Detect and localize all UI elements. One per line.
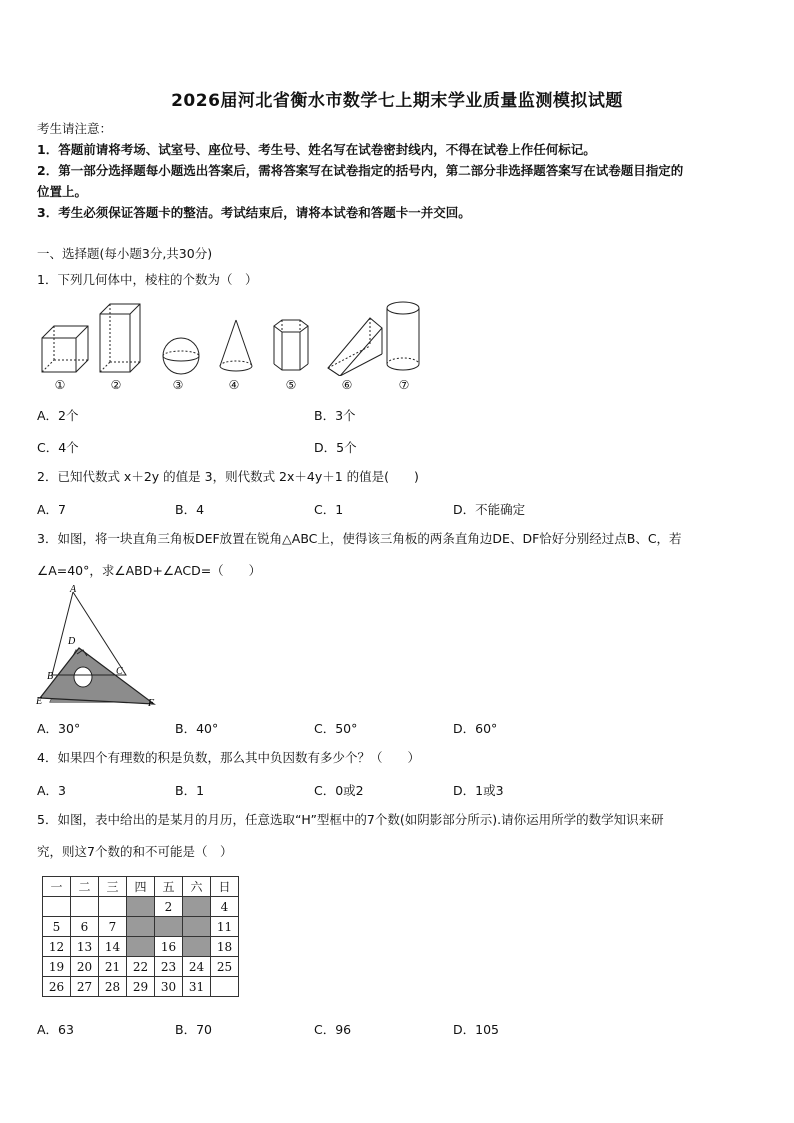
calendar-cell-shaded [183, 937, 211, 957]
q1-option-a[interactable]: A．2个 [37, 408, 79, 423]
shape-label-1: ① [54, 378, 66, 392]
calendar-header-cell: 六 [183, 877, 211, 897]
q2-option-d[interactable]: D．不能确定 [453, 502, 526, 517]
label-e: E [36, 696, 43, 707]
calendar-cell: 20 [71, 957, 99, 977]
calendar-cell: 7 [99, 917, 127, 937]
q3-stem-line2: ∠A=40°，求∠ABD+∠ACD=（ ） [37, 563, 262, 578]
notice-item-2-cont: 位置上。 [37, 184, 88, 199]
shape-label-2: ② [110, 378, 122, 392]
calendar-table [42, 876, 239, 997]
calendar-cell-shaded [183, 917, 211, 937]
calendar-cell: 21 [99, 957, 127, 977]
calendar-row [43, 897, 239, 917]
calendar-cell: 12 [43, 937, 71, 957]
q1-option-d[interactable]: D．5个 [314, 440, 357, 455]
calendar-cell-shaded [183, 897, 211, 917]
calendar-cell: 11 [211, 917, 239, 937]
label-b: B [47, 671, 54, 682]
calendar-cell: 24 [183, 957, 211, 977]
calendar-cell: 2 [155, 897, 183, 917]
q4-stem: 4．如果四个有理数的积是负数，那么其中负因数有多少个？（ ） [37, 750, 420, 765]
calendar-cell [43, 897, 71, 917]
q5-option-a[interactable]: A．63 [37, 1022, 74, 1037]
q3-option-c[interactable]: C．50° [314, 721, 358, 736]
calendar-cell-shaded [127, 937, 155, 957]
calendar-cell: 29 [127, 977, 155, 997]
calendar-cell [211, 977, 239, 997]
calendar-cell [71, 897, 99, 917]
calendar-header-cell: 四 [127, 877, 155, 897]
label-f: F [148, 698, 155, 709]
q5-stem-line2: 究，则这7个数的和不可能是（ ） [37, 844, 233, 859]
calendar-cell: 19 [43, 957, 71, 977]
hexagonal-prism-shape [274, 320, 308, 370]
page-title: 2026届河北省衡水市数学七上期末学业质量监测模拟试题 [171, 91, 623, 111]
shape-label-7: ⑦ [398, 378, 410, 392]
calendar-header-cell: 日 [211, 877, 239, 897]
q3-option-a[interactable]: A．30° [37, 721, 81, 736]
calendar-cell: 6 [71, 917, 99, 937]
q1-option-c[interactable]: C．4个 [37, 440, 79, 455]
cuboid-shape [100, 304, 140, 372]
notice-item-2: 2．第一部分选择题每小题选出答案后，需将答案写在试卷指定的括号内，第二部分非选择题答案写在试卷题目指定的 [37, 163, 684, 178]
q5-option-c[interactable]: C．96 [314, 1022, 352, 1037]
shape-label-4: ④ [228, 378, 240, 392]
q3-option-d[interactable]: D．60° [453, 721, 498, 736]
q2-option-b[interactable]: B．4 [175, 502, 205, 517]
q5-stem-line1: 5．如图，表中给出的是某月的月历，任意选取“H”型框中的7个数(如阴影部分所示).请你运用所学的数学知识来研 [37, 812, 664, 827]
calendar-header-cell: 三 [99, 877, 127, 897]
calendar-cell: 30 [155, 977, 183, 997]
notice-heading: 考生请注意： [37, 121, 113, 136]
q2-stem: 2．已知代数式 x＋2y 的值是 3，则代数式 2x＋4y＋1 的值是( ) [37, 469, 419, 484]
q2-option-a[interactable]: A．7 [37, 502, 67, 517]
calendar-cell: 4 [211, 897, 239, 917]
calendar-cell: 16 [155, 937, 183, 957]
triangular-prism-shape [328, 318, 382, 376]
shape-label-5: ⑤ [285, 378, 297, 392]
notice-item-3: 3．考生必须保证答题卡的整洁。考试结束后，请将本试卷和答题卡一并交回。 [37, 205, 471, 220]
cube-shape [42, 326, 88, 372]
calendar-cell [99, 897, 127, 917]
calendar-header-cell: 五 [155, 877, 183, 897]
calendar-cell: 18 [211, 937, 239, 957]
sphere-shape [163, 338, 199, 374]
q3-triangle-figure [30, 582, 170, 712]
calendar-cell: 28 [99, 977, 127, 997]
cylinder-shape [387, 302, 419, 370]
calendar-header-row [43, 877, 239, 897]
q1-option-b[interactable]: B．3个 [314, 408, 356, 423]
q1-solids-figure [36, 298, 426, 376]
q1-stem: 1．下列几何体中，棱柱的个数为（ ） [37, 272, 258, 287]
label-d: D [68, 636, 76, 647]
shape-label-6: ⑥ [341, 378, 353, 392]
calendar-cell: 5 [43, 917, 71, 937]
cone-shape [220, 320, 252, 371]
q3-option-b[interactable]: B．40° [175, 721, 219, 736]
calendar-cell-shaded [127, 917, 155, 937]
q4-option-c[interactable]: C．0或2 [314, 783, 364, 798]
calendar-header-cell: 一 [43, 877, 71, 897]
calendar-header-cell: 二 [71, 877, 99, 897]
calendar-cell: 13 [71, 937, 99, 957]
calendar-row [43, 977, 239, 997]
q5-option-b[interactable]: B．70 [175, 1022, 212, 1037]
q3-stem-line1: 3．如图，将一块直角三角板DEF放置在锐角△ABC上，使得该三角板的两条直角边DE、DF恰好分别经过点B、C，若 [37, 531, 682, 546]
section-heading: 一、选择题(每小题3分,共30分) [37, 246, 213, 261]
label-a: A [70, 584, 77, 595]
calendar-cell-shaded [127, 897, 155, 917]
calendar-cell: 14 [99, 937, 127, 957]
q4-option-a[interactable]: A．3 [37, 783, 67, 798]
calendar-row [43, 937, 239, 957]
calendar-row [43, 917, 239, 937]
label-c: C [116, 666, 123, 677]
calendar-cell: 27 [71, 977, 99, 997]
calendar-cell: 31 [183, 977, 211, 997]
calendar-cell: 22 [127, 957, 155, 977]
q4-option-d[interactable]: D．1或3 [453, 783, 504, 798]
notice-item-1: 1．答题前请将考场、试室号、座位号、考生号、姓名写在试卷密封线内，不得在试卷上作任何标记。 [37, 142, 596, 157]
q4-option-b[interactable]: B．1 [175, 783, 205, 798]
q5-option-d[interactable]: D．105 [453, 1022, 499, 1037]
calendar-row [43, 957, 239, 977]
calendar-cell: 23 [155, 957, 183, 977]
calendar-cell: 25 [211, 957, 239, 977]
calendar-cell-shaded [155, 917, 183, 937]
shape-label-3: ③ [172, 378, 184, 392]
calendar-cell: 26 [43, 977, 71, 997]
q2-option-c[interactable]: C．1 [314, 502, 344, 517]
